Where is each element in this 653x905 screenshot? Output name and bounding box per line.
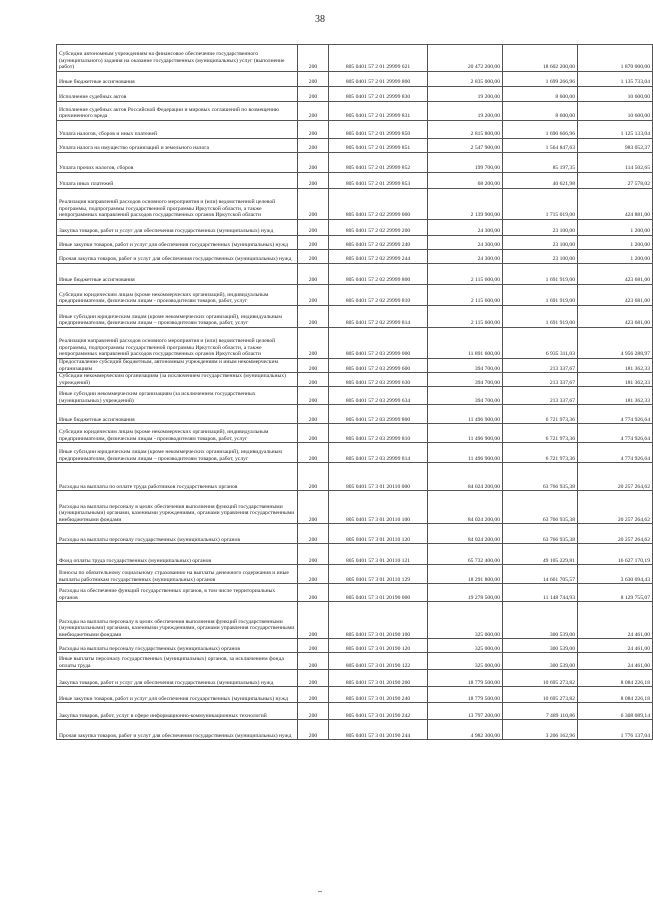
row-name-cell: Уплата прочих налогов, сборов [57,153,298,173]
row-budget-code-cell: 805 0401 57 2 01 29999 851 [329,139,428,153]
row-line-code-cell: 200 [298,463,329,491]
row-unexecuted-cell: 20 257 264,62 [578,524,653,544]
table-row [57,45,653,72]
row-line-code-cell: 200 [298,544,329,565]
row-unexecuted-cell: 423 681,00 [578,264,653,285]
row-approved-cell: 394 700,00 [428,373,503,387]
row-executed-cell: 1 690 666,96 [503,121,578,139]
row-approved-cell: 19 200,00 [428,102,503,121]
row-executed-cell: 213 337,67 [503,359,578,373]
row-unexecuted-cell: 181 362,33 [578,359,653,373]
row-line-code-cell: 200 [298,584,329,602]
row-approved-cell: 325 000,00 [428,639,503,653]
row-line-code-cell: 200 [298,602,329,639]
row-line-code-cell: 200 [298,653,329,670]
table-row [57,306,653,328]
table-row [57,703,653,720]
row-executed-cell: 49 105 229,81 [503,544,578,565]
row-budget-code-cell: 805 0401 57 3 01 20190 120 [329,639,428,653]
row-executed-cell: 1 691 919,00 [503,264,578,285]
table-row [57,565,653,584]
row-budget-code-cell: 805 0401 57 2 02 29999 800 [329,264,428,285]
row-unexecuted-cell: 423 681,00 [578,306,653,328]
table-row [57,236,653,250]
row-budget-code-cell: 805 0401 57 3 01 20110 000 [329,463,428,491]
row-approved-cell: 11 496 900,00 [428,405,503,424]
row-approved-cell: 84 024 200,00 [428,491,503,524]
row-unexecuted-cell: 4 774 926,64 [578,424,653,443]
row-name-cell: Исполнение судебных актов Российской Федерации и мировых соглашений по возмещению причиненного вреда [57,102,298,121]
row-name-cell: Субсидии юридическим лицам (кроме некоммерческих организаций), индивидуальным предпринимателям, физическим лицам - производителям товаров, работ, услуг [57,285,298,306]
row-unexecuted-cell: 20 257 264,62 [578,491,653,524]
row-executed-cell: 10 695 273,82 [503,687,578,703]
row-line-code-cell: 200 [298,491,329,524]
row-name-cell: Исполнение судебных актов [57,87,298,102]
row-line-code-cell: 200 [298,264,329,285]
row-budget-code-cell: 805 0401 57 3 01 20190 240 [329,687,428,703]
row-line-code-cell: 200 [298,45,329,72]
table-row [57,387,653,405]
row-executed-cell: 1 715 019,00 [503,189,578,220]
table-row [57,584,653,602]
row-line-code-cell: 200 [298,220,329,236]
row-approved-cell: 2 835 000,00 [428,72,503,87]
table-row [57,463,653,491]
row-approved-cell: 19 278 500,00 [428,584,503,602]
row-name-cell: Закупка товаров, работ и услуг для обеспечения государственных (муниципальных) нужд [57,670,298,687]
row-unexecuted-cell: 3 630 094,43 [578,565,653,584]
row-line-code-cell: 200 [298,121,329,139]
row-line-code-cell: 200 [298,285,329,306]
row-budget-code-cell: 805 0401 57 2 01 29999 830 [329,87,428,102]
row-approved-cell: 11 496 900,00 [428,424,503,443]
row-name-cell: Иные субсидии юридическим лицам (кроме некоммерческих организаций), индивидуальным предпринимателям, физическим лицам – производителям товаров, работ, услуг [57,443,298,463]
row-unexecuted-cell: 24 461,00 [578,602,653,639]
row-line-code-cell: 200 [298,173,329,189]
row-executed-cell: 1 564 847,63 [503,139,578,153]
row-budget-code-cell: 805 0401 57 3 01 20190 000 [329,584,428,602]
row-approved-cell: 84 024 200,00 [428,524,503,544]
row-budget-code-cell: 805 0401 57 2 03 29999 630 [329,373,428,387]
row-executed-cell: 40 621,98 [503,173,578,189]
row-line-code-cell: 200 [298,405,329,424]
row-unexecuted-cell: 24 461,00 [578,653,653,670]
row-approved-cell: 65 732 400,00 [428,544,503,565]
row-line-code-cell: 200 [298,139,329,153]
row-line-code-cell: 200 [298,670,329,687]
row-budget-code-cell: 805 0401 57 2 02 29999 240 [329,236,428,250]
page-number: 38 [315,14,325,25]
row-approved-cell: 19 200,00 [428,87,503,102]
table-row [57,373,653,387]
row-executed-cell: 300 539,00 [503,653,578,670]
row-name-cell: Иные субсидии юридическим лицам (кроме некоммерческих организаций), индивидуальным предпринимателям, физическим лицам – производителям товаров, работ, услуг [57,306,298,328]
row-approved-cell: 24 300,00 [428,236,503,250]
row-unexecuted-cell: 1 776 137,04 [578,720,653,740]
row-budget-code-cell: 805 0401 57 3 01 20110 120 [329,524,428,544]
table-row [57,524,653,544]
table-row [57,653,653,670]
row-name-cell: Расходы на выплаты персоналу государственных (муниципальных) органов [57,524,298,544]
scan-mark [318,891,322,892]
table-row [57,424,653,443]
row-approved-cell: 2 815 800,00 [428,121,503,139]
table-row [57,359,653,373]
row-budget-code-cell: 805 0401 57 2 01 29999 852 [329,153,428,173]
row-line-code-cell: 200 [298,720,329,740]
row-budget-code-cell: 805 0401 57 3 01 20190 244 [329,720,428,740]
row-name-cell: Реализация направлений расходов основного мероприятия и (или) ведомственной целевой программы, подпрограммы государственной программы Иркутской области, а также непрограммных направлений расходов государственных органов Иркутской области [57,328,298,359]
row-unexecuted-cell: 1 125 133,04 [578,121,653,139]
row-name-cell: Иные бюджетные ассигнования [57,264,298,285]
row-unexecuted-cell: 4 956 288,97 [578,328,653,359]
row-executed-cell: 1 691 919,00 [503,306,578,328]
row-budget-code-cell: 805 0401 57 2 02 29999 814 [329,306,428,328]
row-executed-cell: 3 206 162,96 [503,720,578,740]
table-row [57,285,653,306]
row-line-code-cell: 200 [298,189,329,220]
row-name-cell: Уплата иных платежей [57,173,298,189]
row-name-cell: Закупка товаров, работ, услуг в сфере информационно-коммуникационных технологий [57,703,298,720]
row-executed-cell: 300 539,00 [503,639,578,653]
row-approved-cell: 2 547 900,00 [428,139,503,153]
row-approved-cell: 2 139 900,00 [428,189,503,220]
row-budget-code-cell: 805 0401 57 2 01 29999 621 [329,45,428,72]
table-row [57,72,653,87]
row-name-cell: Закупка товаров, работ и услуг для обеспечения государственных (муниципальных) нужд [57,220,298,236]
row-unexecuted-cell: 8 084 226,18 [578,670,653,687]
row-unexecuted-cell: 181 362,33 [578,373,653,387]
row-approved-cell: 24 300,00 [428,250,503,264]
row-name-cell: Расходы на выплаты персоналу в целях обеспечения выполнения функций государственными (муниципальными) органами, казенными учреждениями, органами управления государственными внебюджетными фондами [57,491,298,524]
row-approved-cell: 394 700,00 [428,387,503,405]
row-executed-cell: 6 721 973,36 [503,405,578,424]
row-budget-code-cell: 805 0401 57 2 01 29999 853 [329,173,428,189]
row-line-code-cell: 200 [298,153,329,173]
row-budget-code-cell: 805 0401 57 2 01 29999 800 [329,72,428,87]
row-name-cell: Субсидии некоммерческим организациям (за исключением государственных (муниципальных) учреждений) [57,373,298,387]
table-row [57,602,653,639]
row-executed-cell: 18 602 200,00 [503,45,578,72]
row-line-code-cell: 200 [298,250,329,264]
row-approved-cell: 18 779 500,00 [428,687,503,703]
row-name-cell: Фонд оплаты труда государственных (муниципальных) органов [57,544,298,565]
row-approved-cell: 2 115 600,00 [428,264,503,285]
row-budget-code-cell: 805 0401 57 2 01 29999 850 [329,121,428,139]
row-executed-cell: 1 691 919,00 [503,285,578,306]
row-unexecuted-cell: 10 600,00 [578,102,653,121]
row-executed-cell: 1 699 266,96 [503,72,578,87]
table-row [57,405,653,424]
row-line-code-cell: 200 [298,359,329,373]
row-name-cell: Иные субсидии некоммерческим организациям (за исключением государственных (муниципальных) учреждений) [57,387,298,405]
row-approved-cell: 11 496 900,00 [428,443,503,463]
row-approved-cell: 4 982 300,00 [428,720,503,740]
row-line-code-cell: 200 [298,443,329,463]
table-row [57,264,653,285]
table-row [57,670,653,687]
table-row [57,102,653,121]
row-name-cell: Иные выплаты персоналу государственных (муниципальных) органов, за исключением фонда оплаты труда [57,653,298,670]
row-name-cell: Иные бюджетные ассигнования [57,72,298,87]
row-line-code-cell: 200 [298,524,329,544]
row-executed-cell: 6 935 311,03 [503,328,578,359]
row-line-code-cell: 200 [298,328,329,359]
row-unexecuted-cell: 27 578,02 [578,173,653,189]
row-executed-cell: 23 100,00 [503,220,578,236]
row-approved-cell: 13 797 200,00 [428,703,503,720]
row-approved-cell: 325 000,00 [428,602,503,639]
row-name-cell: Прочая закупка товаров, работ и услуг для обеспечения государственных (муниципальных) нужд [57,250,298,264]
row-line-code-cell: 200 [298,87,329,102]
row-budget-code-cell: 805 0401 57 3 01 20110 100 [329,491,428,524]
table-row [57,121,653,139]
row-approved-cell: 11 891 600,00 [428,328,503,359]
row-unexecuted-cell: 1 200,00 [578,250,653,264]
row-executed-cell: 6 721 973,36 [503,443,578,463]
row-name-cell: Прочая закупка товаров, работ и услуг для обеспечения государственных (муниципальных) нужд [57,720,298,740]
row-approved-cell: 2 115 600,00 [428,285,503,306]
row-approved-cell: 24 300,00 [428,220,503,236]
row-unexecuted-cell: 983 052,37 [578,139,653,153]
row-executed-cell: 63 766 935,38 [503,463,578,491]
row-name-cell: Расходы на выплаты персоналу в целях обеспечения выполнения функций государственными (муниципальными) органами, казенными учреждениями, органами управления государственными внебюджетными фондами [57,602,298,639]
row-unexecuted-cell: 24 461,00 [578,639,653,653]
row-unexecuted-cell: 423 681,00 [578,285,653,306]
row-budget-code-cell: 805 0401 57 3 01 20190 100 [329,602,428,639]
row-executed-cell: 63 766 935,38 [503,524,578,544]
row-name-cell: Предоставление субсидий бюджетным, автономным учреждениям и иным некоммерческим организациям [57,359,298,373]
row-budget-code-cell: 805 0401 57 2 03 29999 000 [329,328,428,359]
row-line-code-cell: 200 [298,373,329,387]
row-executed-cell: 63 766 935,38 [503,491,578,524]
table-row [57,250,653,264]
row-unexecuted-cell: 1 870 000,00 [578,45,653,72]
row-executed-cell: 10 695 273,82 [503,670,578,687]
row-budget-code-cell: 805 0401 57 3 01 20110 121 [329,544,428,565]
row-name-cell: Иные закупки товаров, работ и услуг для обеспечения государственных (муниципальных) нужд [57,236,298,250]
row-executed-cell: 8 600,00 [503,102,578,121]
row-name-cell: Иные закупки товаров, работ и услуг для обеспечения государственных (муниципальных) нужд [57,687,298,703]
table-row [57,153,653,173]
row-budget-code-cell: 805 0401 57 2 03 29999 800 [329,405,428,424]
row-name-cell: Реализация направлений расходов основного мероприятия и (или) ведомственной целевой программы, подпрограммы государственной программы Иркутской области, а также непрограммных направлений расходов государственных органов Иркутской области [57,189,298,220]
table-row [57,173,653,189]
row-budget-code-cell: 805 0401 57 2 03 29999 634 [329,387,428,405]
row-unexecuted-cell: 20 257 264,62 [578,463,653,491]
row-approved-cell: 199 700,00 [428,153,503,173]
row-unexecuted-cell: 8 084 226,18 [578,687,653,703]
row-name-cell: Уплата налога на имущество организаций и земельного налога [57,139,298,153]
row-name-cell: Расходы на выплаты персоналу государственных (муниципальных) органов [57,639,298,653]
row-name-cell: Иные бюджетные ассигнования [57,405,298,424]
row-unexecuted-cell: 114 502,65 [578,153,653,173]
row-executed-cell: 8 600,00 [503,87,578,102]
row-unexecuted-cell: 16 627 170,19 [578,544,653,565]
row-executed-cell: 213 337,67 [503,373,578,387]
row-unexecuted-cell: 4 774 926,64 [578,443,653,463]
table-row [57,139,653,153]
row-executed-cell: 14 661 705,57 [503,565,578,584]
row-executed-cell: 23 100,00 [503,236,578,250]
row-line-code-cell: 200 [298,102,329,121]
table-row [57,220,653,236]
row-budget-code-cell: 805 0401 57 3 01 20110 129 [329,565,428,584]
row-name-cell: Расходы на обеспечение функций государственных органов, в том числе территориальных органов [57,584,298,602]
row-unexecuted-cell: 1 200,00 [578,220,653,236]
row-budget-code-cell: 805 0401 57 2 02 29999 000 [329,189,428,220]
row-line-code-cell: 200 [298,387,329,405]
row-approved-cell: 394 700,00 [428,359,503,373]
row-name-cell: Уплата налогов, сборов и иных платежей [57,121,298,139]
row-approved-cell: 20 472 200,00 [428,45,503,72]
row-unexecuted-cell: 1 135 733,04 [578,72,653,87]
row-name-cell: Взносы по обязательному социальному страхованию на выплаты денежного содержания и иные выплаты работникам государственных (муниципальных) органов [57,565,298,584]
row-name-cell: Субсидии автономным учреждениям на финансовое обеспечение государственного (муниципального) задания на оказание государственных (муниципальных) услуг (выполнение работ) [57,45,298,72]
table-row [57,639,653,653]
row-unexecuted-cell: 4 774 926,64 [578,405,653,424]
row-unexecuted-cell: 424 881,00 [578,189,653,220]
row-budget-code-cell: 805 0401 57 3 01 20190 242 [329,703,428,720]
table-row [57,544,653,565]
row-unexecuted-cell: 8 129 755,07 [578,584,653,602]
row-line-code-cell: 200 [298,72,329,87]
row-budget-code-cell: 805 0401 57 2 03 29999 814 [329,443,428,463]
row-budget-code-cell: 805 0401 57 2 02 29999 810 [329,285,428,306]
row-budget-code-cell: 805 0401 57 2 02 29999 244 [329,250,428,264]
row-executed-cell: 213 337,67 [503,387,578,405]
row-name-cell: Расходы на выплаты по оплате труда работников государственных органов [57,463,298,491]
table-row [57,443,653,463]
row-executed-cell: 11 148 744,93 [503,584,578,602]
row-unexecuted-cell: 10 600,00 [578,87,653,102]
row-line-code-cell: 200 [298,424,329,443]
row-budget-code-cell: 805 0401 57 3 01 20190 200 [329,670,428,687]
row-approved-cell: 68 200,00 [428,173,503,189]
row-executed-cell: 7 489 110,86 [503,703,578,720]
row-line-code-cell: 200 [298,565,329,584]
row-line-code-cell: 200 [298,703,329,720]
row-line-code-cell: 200 [298,687,329,703]
table-row [57,491,653,524]
row-budget-code-cell: 805 0401 57 2 03 29999 810 [329,424,428,443]
budget-execution-table [56,44,653,740]
row-unexecuted-cell: 181 362,33 [578,387,653,405]
row-name-cell: Субсидии юридическим лицам (кроме некоммерческих организаций), индивидуальным предпринимателям, физическим лицам - производителям товаров, работ, услуг [57,424,298,443]
row-approved-cell: 18 779 500,00 [428,670,503,687]
row-budget-code-cell: 805 0401 57 3 01 20190 122 [329,653,428,670]
table-row [57,720,653,740]
row-line-code-cell: 200 [298,639,329,653]
row-line-code-cell: 200 [298,236,329,250]
table-row [57,87,653,102]
table-row [57,189,653,220]
row-executed-cell: 6 721 973,36 [503,424,578,443]
row-budget-code-cell: 805 0401 57 2 01 29999 831 [329,102,428,121]
row-unexecuted-cell: 1 200,00 [578,236,653,250]
row-executed-cell: 85 197,35 [503,153,578,173]
row-line-code-cell: 200 [298,306,329,328]
row-approved-cell: 84 024 200,00 [428,463,503,491]
row-budget-code-cell: 805 0401 57 2 02 29999 200 [329,220,428,236]
row-approved-cell: 325 000,00 [428,653,503,670]
row-budget-code-cell: 805 0401 57 2 03 29999 600 [329,359,428,373]
row-unexecuted-cell: 6 308 089,14 [578,703,653,720]
table-row [57,687,653,703]
row-executed-cell: 23 100,00 [503,250,578,264]
table-row [57,328,653,359]
row-approved-cell: 2 115 600,00 [428,306,503,328]
row-executed-cell: 300 539,00 [503,602,578,639]
row-approved-cell: 18 291 800,00 [428,565,503,584]
